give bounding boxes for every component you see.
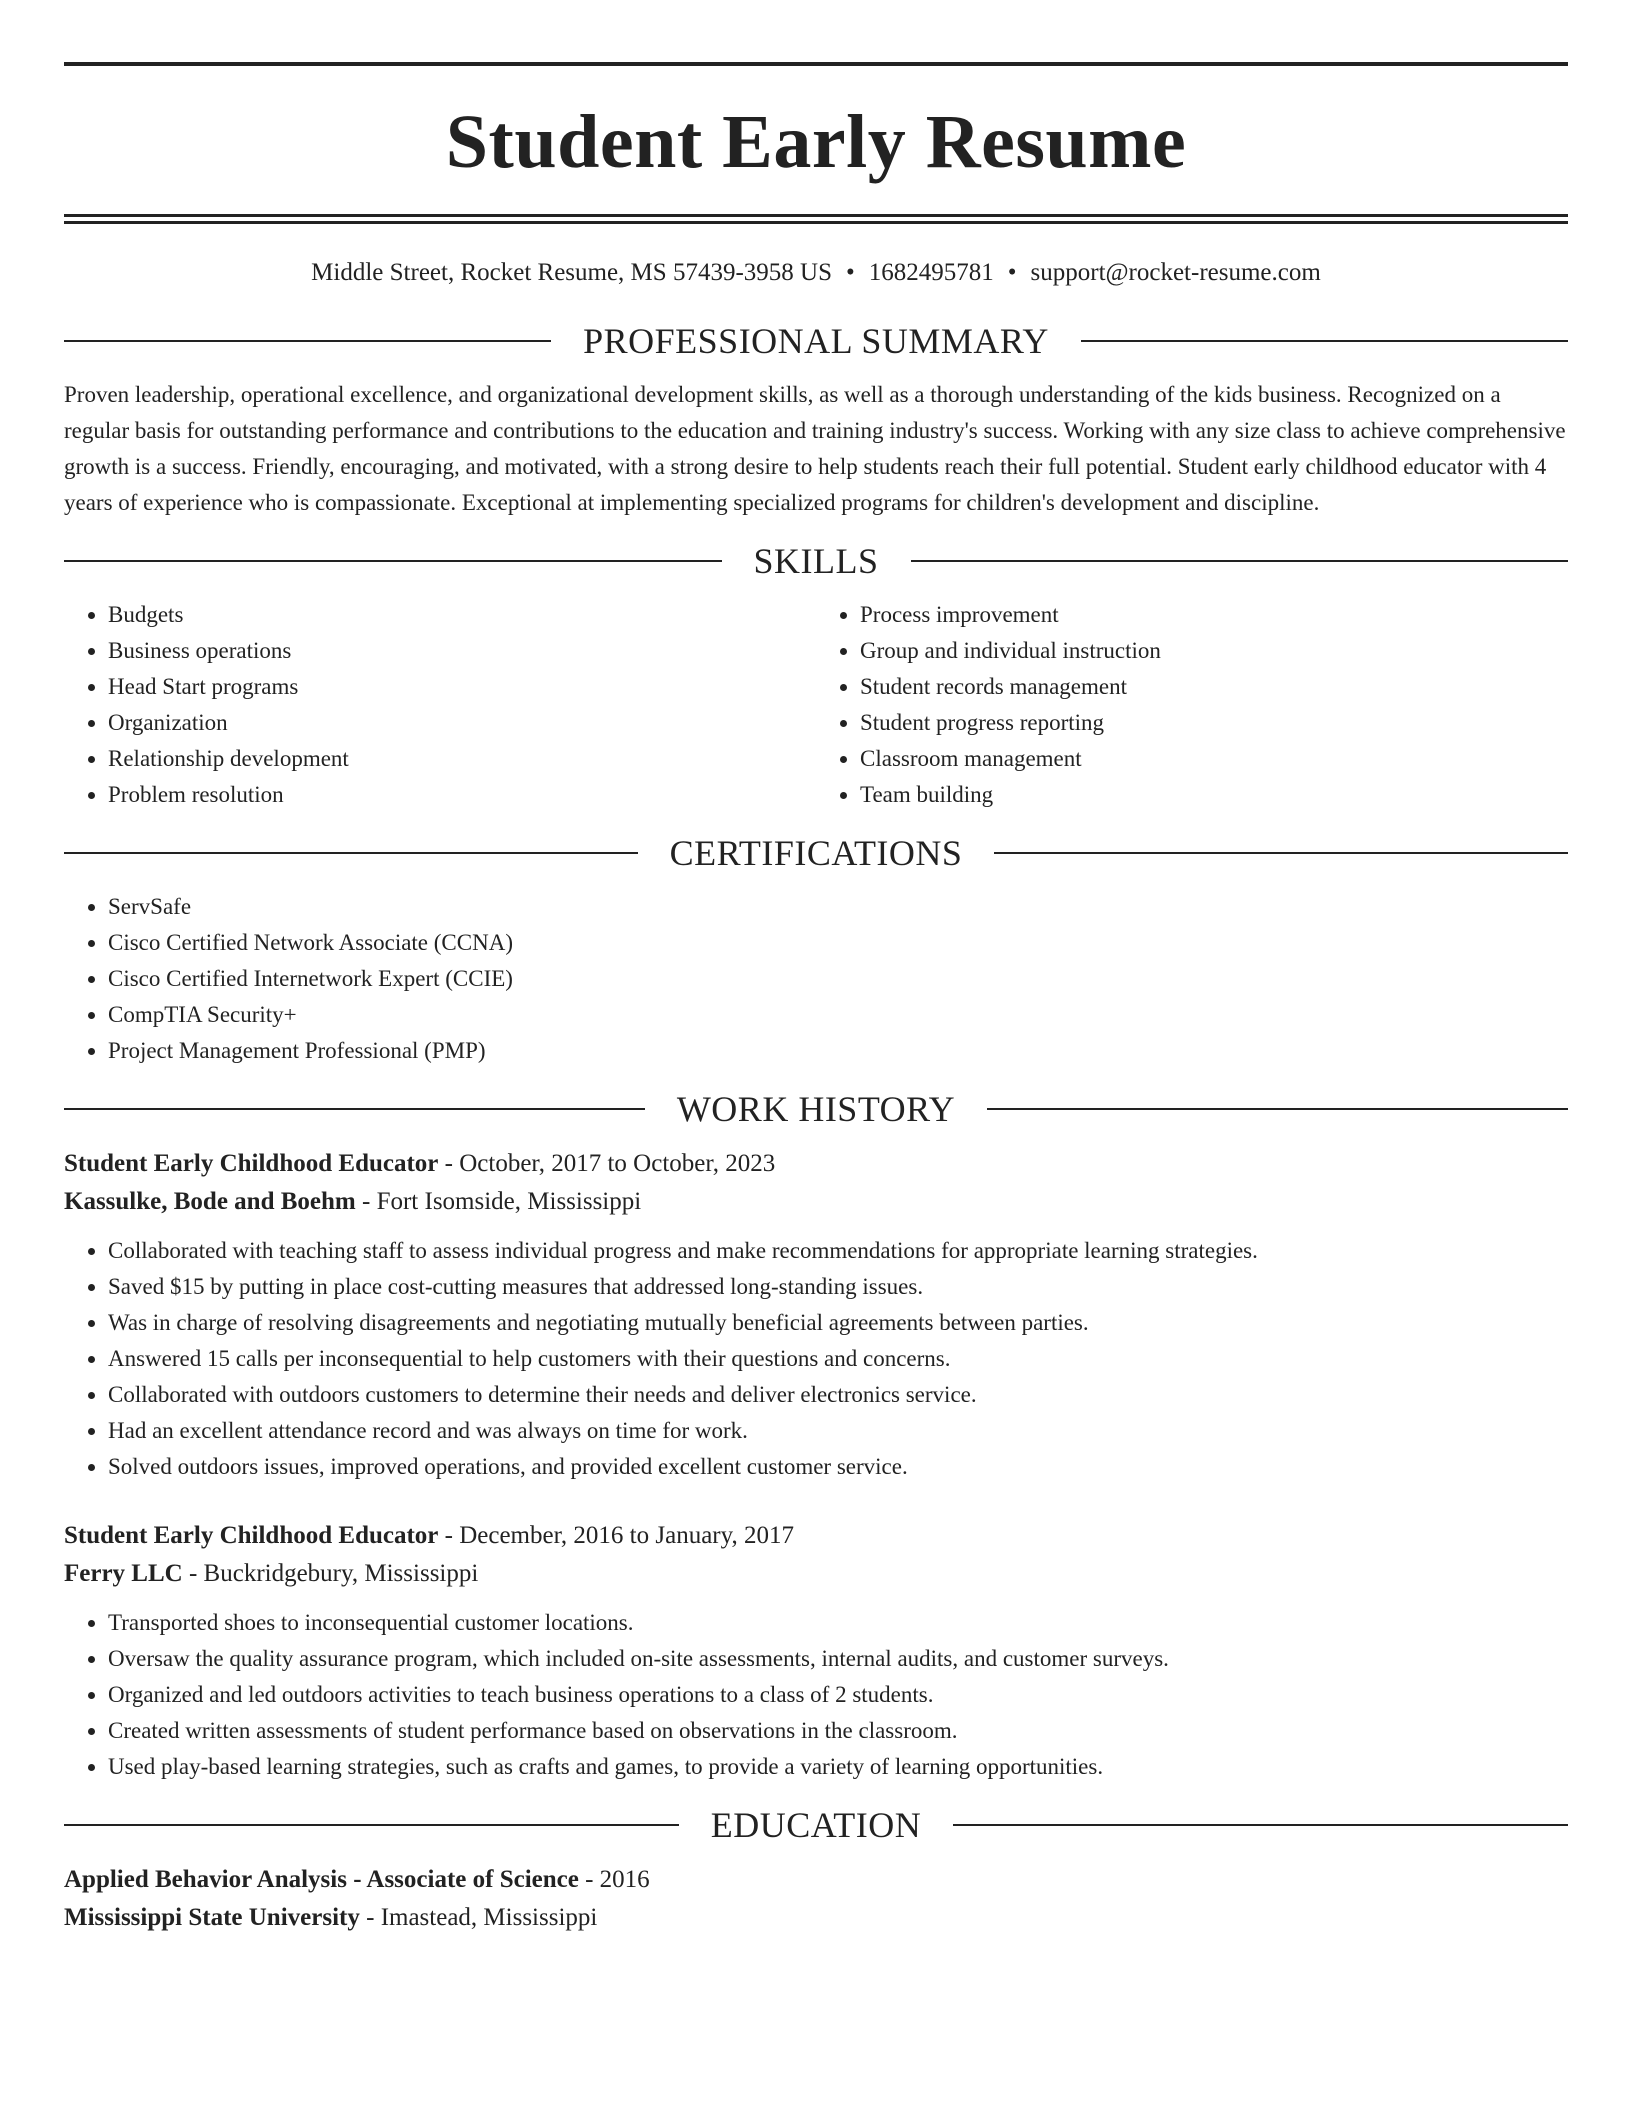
education-heading: EDUCATION [710, 1805, 922, 1845]
job-entry [64, 1517, 1568, 1785]
job-title: Student Early Childhood Educator [64, 1150, 439, 1177]
heading-rule-left [64, 560, 722, 562]
skill-item: • Relationship development [108, 741, 816, 777]
skill-item: • Student progress reporting [860, 705, 1568, 741]
heading-rule-left [64, 1108, 645, 1110]
skill-item: • Budgets [108, 597, 816, 633]
job-bullet: • Organized and led outdoors activities to teach business operations to a class of 2 students. [108, 1677, 1568, 1713]
job-bullet: • Had an excellent attendance record and was always on time for work. [108, 1413, 1568, 1449]
certification-item: • Cisco Certified Internetwork Expert (CCIE) [108, 961, 1568, 997]
skill-item: • Classroom management [860, 741, 1568, 777]
job-bullet: • Answered 15 calls per inconsequential to help customers with their questions and concerns. [108, 1341, 1568, 1377]
resume-name: Student Early Resume [445, 100, 1187, 184]
skills-grid [64, 597, 1568, 813]
skill-item: • Group and individual instruction [860, 633, 1568, 669]
job-bullet: • Oversaw the quality assurance program, which included on-site assessments, internal audits, and customer surveys. [108, 1641, 1568, 1677]
education-school-line: Mississippi State University - Imastead, Mississippi [64, 1904, 598, 1931]
certification-item: • Project Management Professional (PMP) [108, 1033, 1568, 1069]
skills-heading: SKILLS [753, 541, 879, 581]
job-bullet: • Created written assessments of student performance based on observations in the classroom. [108, 1713, 1568, 1749]
heading-rule-right [1081, 340, 1568, 342]
education-year: 2016 [599, 1866, 650, 1893]
heading-rule-left [64, 852, 638, 854]
education-degree: Applied Behavior Analysis - Associate of Science [64, 1866, 579, 1893]
contact-address: Middle Street, Rocket Resume, MS 57439-3958 US [311, 259, 832, 286]
skill-item: • Process improvement [860, 597, 1568, 633]
certifications-heading: CERTIFICATIONS [669, 833, 963, 873]
job-company: Ferry LLC [64, 1560, 183, 1587]
heading-rule-right [994, 852, 1568, 854]
name-double-rule [64, 214, 1568, 224]
work-history-heading-row [64, 1091, 1568, 1127]
job-title-line: Student Early Childhood Educator - October, 2017 to October, 2023 [64, 1150, 776, 1177]
skill-item: • Business operations [108, 633, 816, 669]
certification-item: • ServSafe [108, 889, 1568, 925]
job-bullets [64, 1605, 1568, 1785]
job-bullets [64, 1233, 1568, 1485]
certification-item: • CompTIA Security+ [108, 997, 1568, 1033]
work-history-heading: WORK HISTORY [676, 1089, 956, 1129]
education-school: Mississippi State University [64, 1904, 360, 1931]
heading-rule-right [953, 1824, 1568, 1826]
job-bullet: • Solved outdoors issues, improved operations, and provided excellent customer service. [108, 1449, 1568, 1485]
contact-line [64, 260, 1568, 285]
heading-rule-right [987, 1108, 1568, 1110]
certifications-heading-row [64, 835, 1568, 871]
job-location: Fort Isomside, Mississippi [376, 1188, 642, 1215]
heading-rule-left [64, 340, 551, 342]
skill-item: • Problem resolution [108, 777, 816, 813]
job-bullet: • Saved $15 by putting in place cost-cutting measures that addressed long-standing issues. [108, 1269, 1568, 1305]
skills-heading-row [64, 543, 1568, 579]
job-dates: October, 2017 to October, 2023 [459, 1150, 776, 1177]
contact-separator: • [845, 259, 855, 286]
heading-rule-left [64, 1824, 679, 1826]
skills-list-left [64, 597, 816, 813]
summary-heading-row [64, 323, 1568, 359]
summary-text: Proven leadership, operational excellence, and organizational development skills, as well as a thorough understanding of the kids business. Recognized on a regular basis for outstanding performance and contributions to the education and training industry's success. Working with any size class to achieve comprehensive growth is a success. Friendly, encouraging, and motivated, with a strong desire to help students reach their full potential. Student early childhood educator with 4 years of experience who is compassionate. Exceptional at implementing specialized programs for children's development and discipline. [64, 382, 1566, 515]
job-entry [64, 1145, 1568, 1485]
skill-item: • Organization [108, 705, 816, 741]
top-rule [64, 62, 1568, 66]
job-title: Student Early Childhood Educator [64, 1522, 439, 1549]
job-bullet: • Collaborated with outdoors customers to determine their needs and deliver electronics service. [108, 1377, 1568, 1413]
job-bullet: • Collaborated with teaching staff to assess individual progress and make recommendations for appropriate learning strategies. [108, 1233, 1568, 1269]
job-title-line: Student Early Childhood Educator - December, 2016 to January, 2017 [64, 1522, 794, 1549]
education-heading-row [64, 1807, 1568, 1843]
contact-separator: • [1007, 259, 1017, 286]
education-degree-line: Applied Behavior Analysis - Associate of Science - 2016 [64, 1866, 650, 1893]
skills-list-right [816, 597, 1568, 813]
certification-item: • Cisco Certified Network Associate (CCNA) [108, 925, 1568, 961]
contact-phone: 1682495781 [868, 259, 994, 286]
job-company-line: Kassulke, Bode and Boehm - Fort Isomside, Mississippi [64, 1188, 642, 1215]
skill-item: • Student records management [860, 669, 1568, 705]
job-bullet: • Transported shoes to inconsequential customer locations. [108, 1605, 1568, 1641]
job-company: Kassulke, Bode and Boehm [64, 1188, 356, 1215]
job-company-line: Ferry LLC - Buckridgebury, Mississippi [64, 1560, 479, 1587]
education-location: Imastead, Mississippi [380, 1904, 598, 1931]
contact-email: support@rocket-resume.com [1030, 259, 1321, 286]
summary-heading: PROFESSIONAL SUMMARY [583, 321, 1049, 361]
job-location: Buckridgebury, Mississippi [203, 1560, 479, 1587]
heading-rule-right [911, 560, 1569, 562]
job-dates: December, 2016 to January, 2017 [459, 1522, 794, 1549]
job-bullet: • Was in charge of resolving disagreements and negotiating mutually beneficial agreements between parties. [108, 1305, 1568, 1341]
job-bullet: • Used play-based learning strategies, such as crafts and games, to provide a variety of learning opportunities. [108, 1749, 1568, 1785]
skill-item: • Head Start programs [108, 669, 816, 705]
certifications-list [64, 889, 1568, 1069]
skill-item: • Team building [860, 777, 1568, 813]
education-entry [64, 1861, 1568, 1937]
